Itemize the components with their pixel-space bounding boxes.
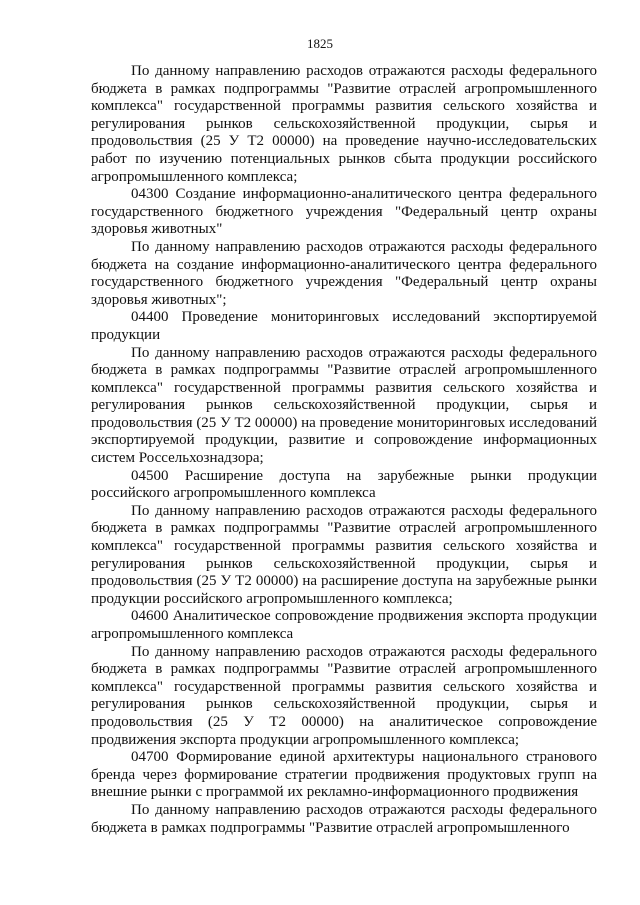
paragraph-expense-description: По данному направлению расходов отражаются расходы федерального бюджета в рамках подпрограммы "Развитие отраслей агропромышленного комплекса" государственной программы развития сельского хозяйства и регулирования рынков сельскохозяйственной продукции, сырья и продовольствия (25 У Т2 00000) на проведение научно-исследовательских работ по изучению потенциальных рынков сбыта продукции российского агропромышленного комплекса;: [91, 63, 597, 185]
paragraph-code-heading: 04500 Расширение доступа на зарубежные рынки продукции российского агропромышленного комплекса: [91, 467, 597, 502]
paragraph-code-heading: 04700 Формирование единой архитектуры национального странового бренда через формирование стратегии продвижения продуктовых групп на внешние рынки с программой их рекламно-информационного продвижения: [91, 749, 597, 801]
paragraph-code-heading: 04300 Создание информационно-аналитического центра федерального государственного бюджетного учреждения "Федеральный центр охраны здоровья животных": [91, 186, 597, 238]
paragraph-expense-description: По данному направлению расходов отражаются расходы федерального бюджета на создание информационно-аналитического центра федерального государственного бюджетного учреждения "Федеральный центр охраны здоровья животных";: [91, 238, 597, 308]
paragraph-expense-description: По данному направлению расходов отражаются расходы федерального бюджета в рамках подпрограммы "Развитие отраслей агропромышленного комплекса" государственной программы развития сельского хозяйства и регулирования рынков сельскохозяйственной продукции, сырья и продовольствия (25 У Т2 00000) на расширение доступа на зарубежные рынки продукции российского агропромышленного комплекса;: [91, 502, 597, 607]
page-number: 1825: [307, 36, 333, 51]
paragraph-code-heading: 04600 Аналитическое сопровождение продвижения экспорта продукции агропромышленного комплекса: [91, 608, 597, 642]
document-body: [91, 63, 597, 837]
paragraph-expense-description: По данному направлению расходов отражаются расходы федерального бюджета в рамках подпрограммы "Развитие отраслей агропромышленного: [91, 801, 597, 836]
paragraph-code-heading: 04400 Проведение мониторинговых исследований экспортируемой продукции: [91, 309, 597, 343]
paragraph-expense-description: По данному направлению расходов отражаются расходы федерального бюджета в рамках подпрограммы "Развитие отраслей агропромышленного комплекса" государственной программы развития сельского хозяйства и регулирования рынков сельскохозяйственной продукции, сырья и продовольствия (25 У Т2 00000) на аналитическое сопровождение продвижения экспорта продукции агропромышленного комплекса;: [91, 643, 597, 748]
paragraph-expense-description: По данному направлению расходов отражаются расходы федерального бюджета в рамках подпрограммы "Развитие отраслей агропромышленного комплекса" государственной программы развития сельского хозяйства и регулирования рынков сельскохозяйственной продукции, сырья и продовольствия (25 У Т2 00000) на проведение мониторинговых исследований экспортируемой продукции, развитие и сопровождение информационных систем Россельхознадзора;: [91, 344, 597, 467]
